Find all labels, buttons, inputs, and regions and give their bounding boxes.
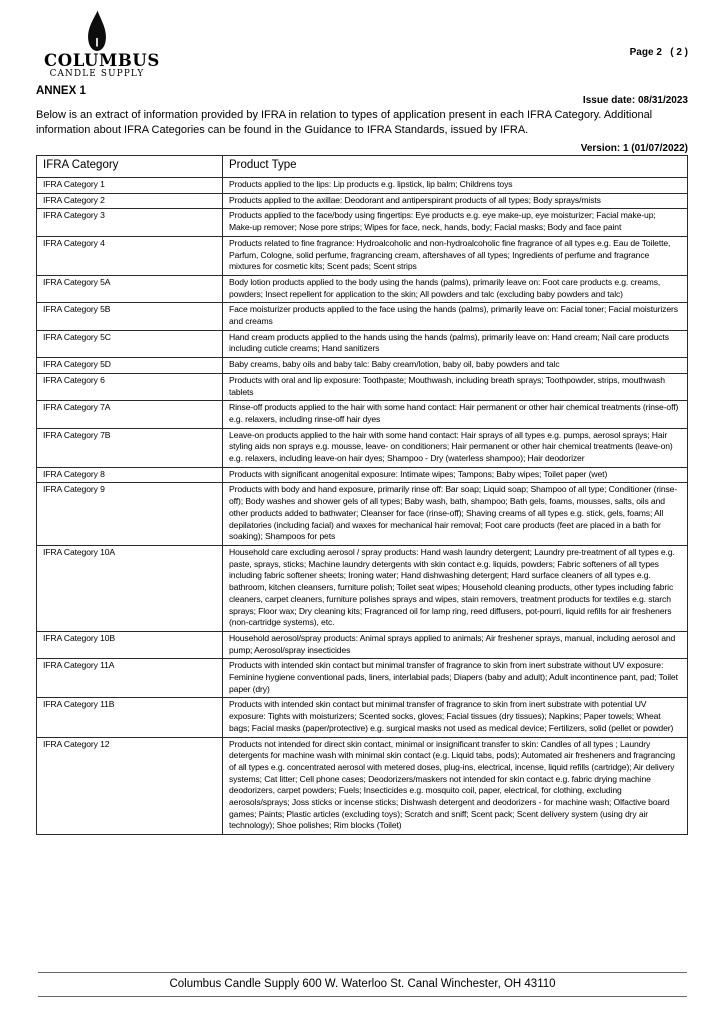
logo-name: COLUMBUS <box>44 51 160 70</box>
table-row <box>37 373 688 400</box>
table-row <box>37 303 688 330</box>
category-cell: IFRA Category 7B <box>37 428 223 467</box>
product-type-cell: Hand cream products applied to the hands using the hands (palms), primarily leave on: Hand cream; Nail care products including cuticle creams; Hand sanitizers <box>223 330 688 357</box>
category-cell: IFRA Category 11B <box>37 698 223 737</box>
ifra-table <box>36 155 688 835</box>
ifra-table-body <box>37 178 688 835</box>
issue-date: Issue date: 08/31/2023 <box>582 95 688 106</box>
product-type-cell: Products not intended for direct skin contact, minimal or insignificant transfer to skin: Candles of all types ; Laundry detergents for machine wash with minimal skin contact (e.g. Liquid tabs, pods); Automated air fresheners and fragrancing of all types e.g. concentrated aerosol with metered doses, plug-ins, electrical, incense, liquid refills (cartridge); Air delivery systems; Cat litter; Cell phone cases; Deodorizers/maskers not intended for skin contact e.g. fabric drying machine deodorizers, carpet powders; Fuels; Insecticides e.g. mosquito coil, paper, electrical, for clothing, excluding aerosols/sprays; Joss sticks or incense sticks; Dishwash detergent and deodorizers - for machine wash; Olfactive board games; Paints; Plastic articles (excluding toys); Scratch and sniff; Scent pack; Scent delivery system (using dry air technology); Shoe polishes; Rim blocks (Toilet) <box>223 737 688 835</box>
category-cell: IFRA Category 12 <box>37 737 223 835</box>
table-row <box>37 209 688 236</box>
table-row <box>37 631 688 658</box>
company-logo <box>44 10 160 80</box>
product-type-cell: Household care excluding aerosol / spray products: Hand wash laundry detergent; Laundry pre-treatment of all types e.g. paste, sprays, sticks; Machine laundry detergents with skin contact e.g. liquids, powders; Fabric softeners of all types including fabric softener sheets; Ironing water; Hand dishwashing detergent; Hard surface cleaners of all types e.g. bathroom, kitchen cleansers, furniture polish; Toilet seat wipes; Household cleaning products, other types including fabric cleaners, carpet cleaners, furniture polishes sprays and wipes, stain removers, treatment products for textiles e.g. starch sprays; Floor wax; Dry cleaning kits; Fragranced oil for lamp ring, reed diffusers, pot-pourri, liquid refills for air fresheners (non-cartridge systems), etc. <box>223 545 688 631</box>
category-cell: IFRA Category 10A <box>37 545 223 631</box>
product-type-cell: Products applied to the axillae: Deodorant and antiperspirant products of all types; Body sprays/mists <box>223 193 688 209</box>
table-row <box>37 659 688 698</box>
product-type-cell: Rinse-off products applied to the hair with some hand contact: Hair permanent or other hair chemical treatments (rinse-off) e.g. relaxers, including rinse-off hair dyes <box>223 401 688 428</box>
version: Version: 1 (01/07/2022) <box>580 143 688 154</box>
product-type-cell: Products related to fine fragrance: Hydroalcoholic and non-hydroalcoholic fine fragrance of all types e.g. Eau de Toilette, Parfum, Cologne, solid perfume, fragrancing cream, aftershaves of all types; Ingredients of perfume and fragrance mixtures for cosmetic kits; Scent pads; Scent strips <box>223 236 688 275</box>
table-row <box>37 698 688 737</box>
logo-subname: CANDLE SUPPLY <box>49 69 145 80</box>
product-type-cell: Products with intended skin contact but minimal transfer of fragrance to skin from inert substrate without UV exposure: Feminine hygiene conventional pads, liners, interlabial pads; Diapers (baby and adult); Adult incontinence pant, pad; Toilet paper (dry) <box>223 659 688 698</box>
category-cell: IFRA Category 3 <box>37 209 223 236</box>
ifra-table-container <box>36 155 688 835</box>
table-row <box>37 358 688 374</box>
category-cell: IFRA Category 9 <box>37 483 223 546</box>
category-cell: IFRA Category 5A <box>37 275 223 302</box>
category-cell: IFRA Category 4 <box>37 236 223 275</box>
product-type-column-header: Product Type <box>223 156 688 178</box>
category-cell: IFRA Category 2 <box>37 193 223 209</box>
ifra-table-head <box>37 156 688 178</box>
footer <box>38 972 687 997</box>
category-cell: IFRA Category 8 <box>37 467 223 483</box>
table-row <box>37 401 688 428</box>
table-row <box>37 428 688 467</box>
header-row <box>37 156 688 178</box>
table-row <box>37 545 688 631</box>
annex-title: ANNEX 1 <box>36 85 86 97</box>
product-type-cell: Baby creams, baby oils and baby talc: Baby cream/lotion, baby oil, baby powders and talc <box>223 358 688 374</box>
table-row <box>37 275 688 302</box>
table-row <box>37 236 688 275</box>
category-cell: IFRA Category 10B <box>37 631 223 658</box>
product-type-cell: Products applied to the lips: Lip products e.g. lipstick, lip balm; Childrens toys <box>223 178 688 194</box>
product-type-cell: Household aerosol/spray products: Animal sprays applied to animals; Air freshener sprays, manual, including aerosol and pump; Aerosol/spray insecticides <box>223 631 688 658</box>
product-type-cell: Leave-on products applied to the hair with some hand contact: Hair sprays of all types e.g. pumps, aerosol sprays; Hair styling aids non sprays e.g. mousse, leave- on conditioners; Hair permanent or other hair chemical treatments (leave-on) e.g. relaxers, including leave-on hair dyes; Shampoo - Dry (waterless shampoo); Hair deodorizer <box>223 428 688 467</box>
product-type-cell: Products with oral and lip exposure: Toothpaste; Mouthwash, including breath sprays; Toothpowder, strips, mouthwash tablets <box>223 373 688 400</box>
table-row <box>37 483 688 546</box>
category-cell: IFRA Category 5C <box>37 330 223 357</box>
category-cell: IFRA Category 11A <box>37 659 223 698</box>
table-row <box>37 330 688 357</box>
table-row <box>37 737 688 835</box>
footer-address: Columbus Candle Supply 600 W. Waterloo St. Canal Winchester, OH 43110 <box>169 978 556 990</box>
product-type-cell: Products applied to the face/body using fingertips: Eye products e.g. eye make-up, eye moisturizer; Facial make-up; Make-up remover; Nose pore strips; Wipes for face, neck, hands, body; Facial masks; Body and face paint <box>223 209 688 236</box>
category-cell: IFRA Category 7A <box>37 401 223 428</box>
table-row <box>37 467 688 483</box>
category-column-header: IFRA Category <box>37 156 223 178</box>
product-type-cell: Products with intended skin contact but minimal transfer of fragrance to skin from inert substrate with potential UV exposure: Tights with moisturizers; Scented socks, gloves; Facial tissues (dry tissues); Napkins; Paper towels; Wheat bags; Facial masks (paper/protective) e.g. surgical masks not used as medical device; Fertilizers, solid (pellet or powder) <box>223 698 688 737</box>
product-type-cell: Face moisturizer products applied to the face using the hands (palms), primarily leave on: Facial toner; Facial moisturizers and creams <box>223 303 688 330</box>
category-cell: IFRA Category 5B <box>37 303 223 330</box>
product-type-cell: Products with significant anogenital exposure: Intimate wipes; Tampons; Baby wipes; Toilet paper (wet) <box>223 467 688 483</box>
intro-paragraph: Below is an extract of information provided by IFRA in relation to types of application present in each IFRA Category. Additional information about IFRA Categories can be found in the Guidance to IFRA Standards, issued by IFRA. <box>36 109 653 136</box>
table-row <box>37 193 688 209</box>
table-row <box>37 178 688 194</box>
product-type-cell: Products with body and hand exposure, primarily rinse off: Bar soap; Liquid soap; Shampoo of all type; Conditioner (rinse-off); Body washes and shower gels of all types; Baby wash, bath, shampoo; Bath gels, foams, mousses, salts, oils and other products added to bathwater; Cleanser for face (rinse-off); Shaving creams of all types e.g. stick, gels, foams; All depilatories (including facial) and waxes for mechanical hair removal; Foot care products (feet are placed in a bath for soaking); Shampoos for pets <box>223 483 688 546</box>
category-cell: IFRA Category 5D <box>37 358 223 374</box>
category-cell: IFRA Category 1 <box>37 178 223 194</box>
category-cell: IFRA Category 6 <box>37 373 223 400</box>
product-type-cell: Body lotion products applied to the body using the hands (palms), primarily leave on: Foot care products e.g. creams, powders; Insect repellent for application to the skin; All powders and talc (excluding baby powders and talc) <box>223 275 688 302</box>
page-number: Page 2 ( 2 ) <box>629 47 688 58</box>
flame-icon <box>81 10 113 52</box>
